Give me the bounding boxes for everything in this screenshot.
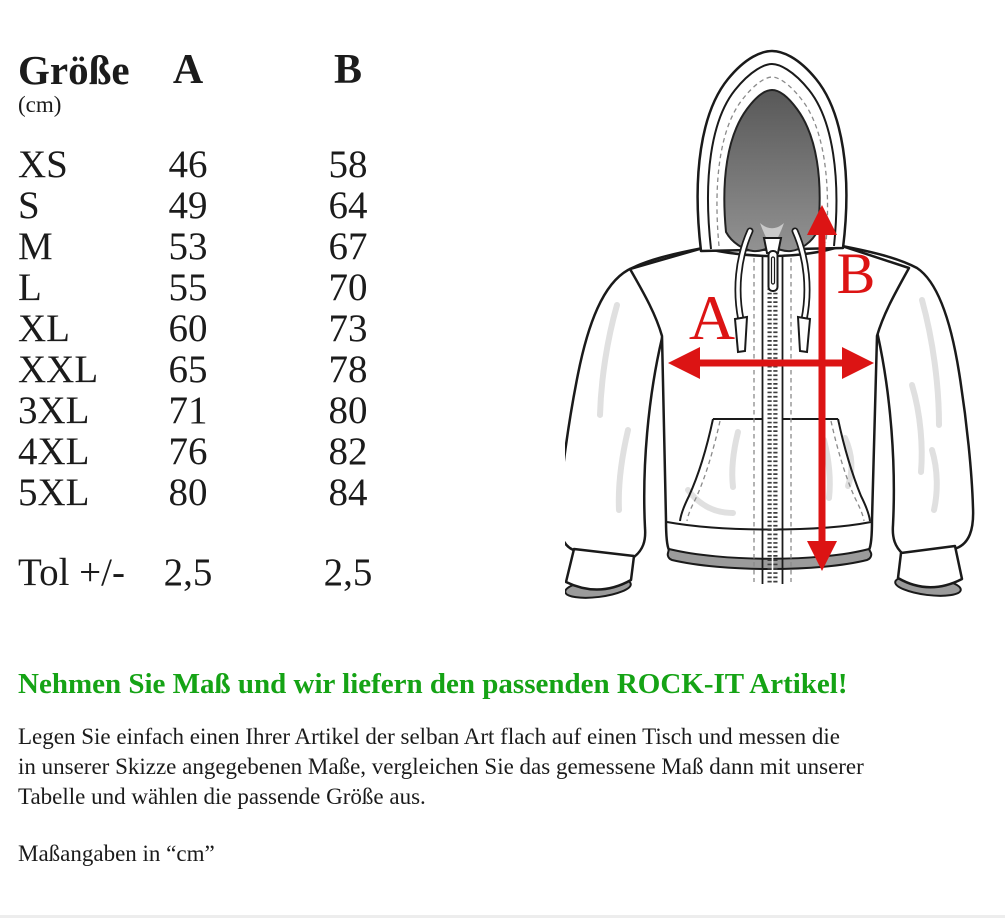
instructions-line: Legen Sie einfach einen Ihrer Artikel der selban Art flach auf einen Tisch und messen die: [18, 724, 840, 749]
column-b-header: B: [333, 47, 362, 93]
table-rows: [18, 144, 463, 513]
promo-headline: Nehmen Sie Maß und wir liefern den passenden ROCK-IT Artikel!: [18, 668, 848, 700]
table-row: L 55 70: [18, 266, 368, 309]
table-row: 3XL 71 80: [18, 389, 368, 432]
table-row: 4XL 76 82: [18, 430, 368, 473]
aglet: [798, 317, 810, 352]
measure-b-label: B: [836, 241, 876, 306]
measure-a-label: A: [688, 282, 736, 353]
table-row: M 53 67: [18, 225, 368, 268]
instructions-paragraph: [18, 722, 958, 812]
instructions-line: in unserer Skizze angegebenen Maße, vergleichen Sie das gemessene Maß dann mit unserer: [18, 754, 864, 779]
table-row: XXL 65 78: [18, 348, 368, 391]
column-a-header: A: [172, 47, 204, 93]
table-row: 5XL 80 84: [18, 471, 368, 514]
table-row: S 49 64: [18, 184, 368, 227]
left-cuff: [566, 549, 634, 590]
table-header: [18, 48, 438, 118]
hoodie-diagram: [565, 45, 995, 635]
size-column-title: Größe: [18, 47, 130, 93]
tolerance-row: Tol +/- 2,5 2,5: [18, 551, 373, 594]
table-row: XS 46 58: [18, 143, 368, 186]
unit-label: (cm): [18, 92, 62, 117]
aglet: [735, 317, 747, 352]
size-chart-table: [18, 0, 463, 625]
table-header-size: [18, 47, 130, 118]
right-cuff: [898, 546, 962, 587]
instructions-line: Tabelle und wählen die passende Größe aus.: [18, 784, 426, 809]
unit-note: Maßangaben in “cm”: [18, 841, 215, 866]
table-row: XL 60 73: [18, 307, 368, 350]
